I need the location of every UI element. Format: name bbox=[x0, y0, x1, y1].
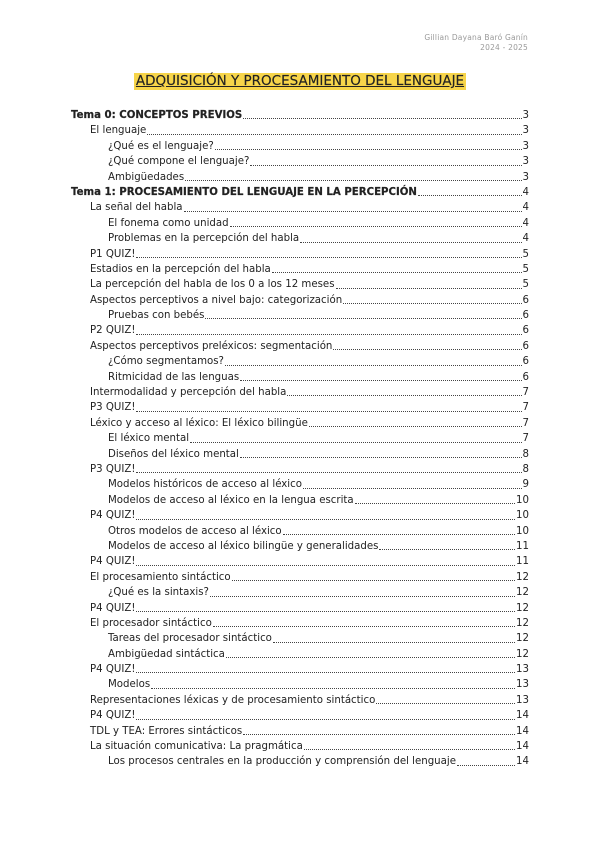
dot-leader bbox=[309, 425, 522, 427]
toc-entry-title: Tema 0: CONCEPTOS PREVIOS bbox=[71, 110, 243, 121]
toc-page-number: 7 bbox=[522, 387, 529, 399]
toc-page-number: 12 bbox=[516, 633, 529, 645]
toc-page-number: 5 bbox=[522, 263, 529, 275]
toc-entry[interactable] bbox=[71, 570, 529, 585]
dot-leader bbox=[418, 194, 522, 196]
toc-page-number: 11 bbox=[516, 556, 529, 568]
toc-page-number: 7 bbox=[522, 433, 529, 445]
toc-entry[interactable] bbox=[71, 370, 529, 385]
toc-page-number: 3 bbox=[522, 140, 529, 152]
toc-page-number: 4 bbox=[522, 217, 529, 229]
toc-entry[interactable] bbox=[71, 585, 529, 600]
toc-page-number: 6 bbox=[522, 356, 529, 368]
dot-leader bbox=[215, 148, 522, 150]
toc-entry[interactable] bbox=[71, 724, 529, 739]
dot-leader bbox=[243, 733, 515, 735]
toc-entry[interactable] bbox=[71, 200, 529, 215]
dot-leader bbox=[240, 379, 521, 381]
toc-entry-title: Modelos históricos de acceso al léxico bbox=[108, 479, 302, 491]
toc-entry[interactable] bbox=[71, 400, 529, 415]
toc-entry[interactable] bbox=[71, 462, 529, 477]
toc-page-number: 6 bbox=[522, 325, 529, 337]
dot-leader bbox=[304, 748, 515, 750]
dot-leader bbox=[190, 441, 521, 443]
toc-entry[interactable] bbox=[71, 447, 529, 462]
dot-leader bbox=[300, 241, 521, 243]
toc-entry-title: Tareas del procesador sintáctico bbox=[108, 633, 272, 645]
toc-page-number: 12 bbox=[516, 602, 529, 614]
toc-entry-title: P1 QUIZ! bbox=[90, 248, 136, 260]
toc-entry[interactable] bbox=[71, 323, 529, 338]
toc-entry[interactable] bbox=[71, 539, 529, 554]
toc-entry-title: Modelos de acceso al léxico bilingüe y generalidades bbox=[108, 540, 379, 552]
toc-entry[interactable] bbox=[71, 616, 529, 631]
dot-leader bbox=[232, 579, 515, 581]
toc-entry[interactable] bbox=[71, 524, 529, 539]
dot-leader bbox=[136, 471, 521, 473]
toc-page-number: 12 bbox=[516, 587, 529, 599]
dot-leader bbox=[283, 533, 515, 535]
toc-entry-title: La percepción del habla de los 0 a los 12 meses bbox=[90, 279, 335, 291]
title-container bbox=[0, 70, 600, 90]
toc-entry-title: Tema 1: PROCESAMIENTO DEL LENGUAJE EN LA PERCEPCIÓN bbox=[71, 186, 417, 198]
toc-page-number: 7 bbox=[522, 417, 529, 429]
toc-page-number: 9 bbox=[522, 479, 529, 491]
dot-leader bbox=[136, 256, 521, 258]
dot-leader bbox=[136, 718, 515, 720]
toc-entry-title: Otros modelos de acceso al léxico bbox=[108, 525, 282, 537]
toc-entry[interactable] bbox=[71, 493, 529, 508]
dot-leader bbox=[136, 518, 515, 520]
dot-leader bbox=[240, 456, 522, 458]
toc-entry-title: Diseños del léxico mental bbox=[108, 448, 239, 460]
toc-entry-title: Los procesos centrales en la producción y comprensión del lenguaje bbox=[108, 756, 456, 768]
toc-page-number: 3 bbox=[522, 125, 529, 137]
dot-leader bbox=[226, 656, 515, 658]
toc-entry[interactable] bbox=[71, 739, 529, 754]
toc-entry-title: ¿Qué es la sintaxis? bbox=[108, 587, 209, 599]
toc-page-number: 12 bbox=[516, 617, 529, 629]
toc-entry-title: La situación comunicativa: La pragmática bbox=[90, 741, 303, 753]
dot-leader bbox=[243, 117, 521, 119]
toc-page-number: 3 bbox=[522, 110, 529, 121]
toc-entry[interactable] bbox=[71, 601, 529, 616]
toc-entry[interactable] bbox=[71, 185, 529, 200]
toc-entry-title: La señal del habla bbox=[90, 202, 183, 214]
toc-entry-title: Estadios en la percepción del habla bbox=[90, 263, 271, 275]
toc-entry-title: Modelos bbox=[108, 679, 151, 691]
toc-entry[interactable] bbox=[71, 139, 529, 154]
toc-page-number: 14 bbox=[516, 725, 529, 737]
toc-entry-title: El lenguaje bbox=[90, 125, 147, 137]
toc-entry[interactable] bbox=[71, 247, 529, 262]
dot-leader bbox=[457, 764, 515, 766]
academic-year: 2024 - 2025 bbox=[480, 43, 528, 52]
toc-page-number: 14 bbox=[516, 741, 529, 753]
toc-entry[interactable] bbox=[71, 631, 529, 646]
toc-entry[interactable] bbox=[71, 554, 529, 569]
dot-leader bbox=[273, 641, 515, 643]
toc-page-number: 6 bbox=[522, 310, 529, 322]
dot-leader bbox=[333, 348, 521, 350]
document-title: ADQUISICIÓN Y PROCESAMIENTO DEL LENGUAJE bbox=[135, 73, 465, 89]
toc-entry-title: Léxico y acceso al léxico: El léxico bilingüe bbox=[90, 417, 308, 429]
toc-page-number: 4 bbox=[522, 202, 529, 214]
toc-entry[interactable] bbox=[71, 677, 529, 692]
toc-page-number: 12 bbox=[516, 571, 529, 583]
toc-entry-title: ¿Qué es el lenguaje? bbox=[108, 140, 214, 152]
toc-entry-title: Problemas en la percepción del habla bbox=[108, 233, 300, 245]
dot-leader bbox=[379, 548, 515, 550]
dot-leader bbox=[213, 625, 515, 627]
dot-leader bbox=[136, 671, 515, 673]
toc-page-number: 14 bbox=[516, 756, 529, 768]
toc-entry[interactable] bbox=[71, 693, 529, 708]
toc-page-number: 10 bbox=[516, 525, 529, 537]
dot-leader bbox=[250, 164, 521, 166]
toc-entry-title: Modelos de acceso al léxico en la lengua escrita bbox=[108, 494, 354, 506]
dot-leader bbox=[355, 502, 515, 504]
table-of-contents bbox=[71, 108, 529, 770]
toc-entry[interactable] bbox=[71, 647, 529, 662]
toc-entry-title: P4 QUIZ! bbox=[90, 710, 136, 722]
toc-entry[interactable] bbox=[71, 508, 529, 523]
toc-entry[interactable] bbox=[71, 385, 529, 400]
toc-page-number: 3 bbox=[522, 156, 529, 168]
toc-page-number: 5 bbox=[522, 248, 529, 260]
author-name: Gillian Dayana Baró Ganín bbox=[424, 33, 528, 42]
toc-page-number: 5 bbox=[522, 279, 529, 291]
toc-page-number: 4 bbox=[522, 233, 529, 245]
toc-page-number: 4 bbox=[522, 186, 529, 198]
toc-entry-title: P3 QUIZ! bbox=[90, 402, 136, 414]
document-header bbox=[424, 33, 528, 53]
toc-entry[interactable] bbox=[71, 123, 529, 138]
toc-entry[interactable] bbox=[71, 108, 529, 123]
toc-entry[interactable] bbox=[71, 231, 529, 246]
dot-leader bbox=[184, 210, 522, 212]
toc-page-number: 12 bbox=[516, 648, 529, 660]
dot-leader bbox=[147, 133, 521, 135]
toc-page-number: 8 bbox=[522, 448, 529, 460]
toc-entry-title: El procesamiento sintáctico bbox=[90, 571, 231, 583]
dot-leader bbox=[376, 702, 515, 704]
toc-entry[interactable] bbox=[71, 262, 529, 277]
toc-entry-title: P3 QUIZ! bbox=[90, 463, 136, 475]
dot-leader bbox=[136, 410, 521, 412]
toc-entry[interactable] bbox=[71, 754, 529, 769]
toc-entry-title: Ambigüedad sintáctica bbox=[108, 648, 225, 660]
toc-entry-title: Pruebas con bebés bbox=[108, 310, 205, 322]
dot-leader bbox=[136, 333, 521, 335]
toc-entry[interactable] bbox=[71, 662, 529, 677]
toc-page-number: 14 bbox=[516, 710, 529, 722]
toc-entry-title: Representaciones léxicas y de procesamiento sintáctico bbox=[90, 694, 376, 706]
toc-entry-title: Aspectos perceptivos preléxicos: segmentación bbox=[90, 340, 333, 352]
toc-entry[interactable] bbox=[71, 154, 529, 169]
dot-leader bbox=[210, 595, 515, 597]
toc-entry[interactable] bbox=[71, 477, 529, 492]
toc-entry[interactable] bbox=[71, 308, 529, 323]
dot-leader bbox=[151, 687, 515, 689]
toc-page-number: 13 bbox=[516, 679, 529, 691]
toc-entry-title: P4 QUIZ! bbox=[90, 510, 136, 522]
toc-entry[interactable] bbox=[71, 708, 529, 723]
toc-entry-title: El léxico mental bbox=[108, 433, 190, 445]
toc-entry[interactable] bbox=[71, 216, 529, 231]
toc-entry[interactable] bbox=[71, 354, 529, 369]
dot-leader bbox=[287, 394, 521, 396]
dot-leader bbox=[136, 564, 515, 566]
toc-page-number: 6 bbox=[522, 340, 529, 352]
toc-entry-title: El fonema como unidad bbox=[108, 217, 229, 229]
toc-entry[interactable] bbox=[71, 416, 529, 431]
toc-entry-title: Ritmicidad de las lenguas bbox=[108, 371, 240, 383]
toc-entry-title: ¿Cómo segmentamos? bbox=[108, 356, 224, 368]
toc-entry-title: Ambigüedades bbox=[108, 171, 185, 183]
dot-leader bbox=[303, 487, 522, 489]
toc-entry-title: P4 QUIZ! bbox=[90, 602, 136, 614]
toc-page-number: 6 bbox=[522, 294, 529, 306]
toc-page-number: 6 bbox=[522, 371, 529, 383]
toc-entry[interactable] bbox=[71, 293, 529, 308]
dot-leader bbox=[136, 610, 515, 612]
toc-entry-title: TDL y TEA: Errores sintácticos bbox=[90, 725, 243, 737]
toc-page-number: 8 bbox=[522, 463, 529, 475]
toc-page-number: 10 bbox=[516, 494, 529, 506]
toc-entry-title: P4 QUIZ! bbox=[90, 556, 136, 568]
dot-leader bbox=[225, 364, 522, 366]
toc-page-number: 13 bbox=[516, 694, 529, 706]
dot-leader bbox=[336, 287, 522, 289]
dot-leader bbox=[205, 317, 521, 319]
toc-page-number: 11 bbox=[516, 540, 529, 552]
dot-leader bbox=[272, 271, 522, 273]
toc-entry[interactable] bbox=[71, 431, 529, 446]
toc-entry-title: P4 QUIZ! bbox=[90, 664, 136, 676]
toc-entry-title: Aspectos perceptivos a nivel bajo: categorización bbox=[90, 294, 343, 306]
dot-leader bbox=[185, 179, 521, 181]
toc-page-number: 7 bbox=[522, 402, 529, 414]
toc-page-number: 13 bbox=[516, 664, 529, 676]
toc-entry[interactable] bbox=[71, 277, 529, 292]
dot-leader bbox=[230, 225, 522, 227]
toc-entry-title: Intermodalidad y percepción del habla bbox=[90, 387, 287, 399]
toc-entry[interactable] bbox=[71, 339, 529, 354]
toc-page-number: 10 bbox=[516, 510, 529, 522]
dot-leader bbox=[343, 302, 521, 304]
toc-entry-title: P2 QUIZ! bbox=[90, 325, 136, 337]
toc-page-number: 3 bbox=[522, 171, 529, 183]
toc-entry-title: El procesador sintáctico bbox=[90, 617, 212, 629]
toc-entry-title: ¿Qué compone el lenguaje? bbox=[108, 156, 250, 168]
toc-entry[interactable] bbox=[71, 170, 529, 185]
